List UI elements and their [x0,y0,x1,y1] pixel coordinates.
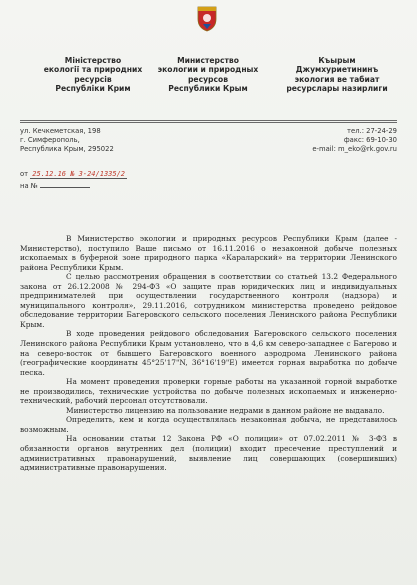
header-russian-line-2: экологии и природных [157,65,259,75]
header-ukrainian-line-3: ресурсів [74,74,112,84]
crimea-coat-of-arms-icon [196,4,218,32]
ref-to-prefix: на № [20,182,38,190]
address-city: г. Симферополь, [20,135,80,144]
ref-to-blank-line [40,180,90,188]
address-region: Республика Крым, 295022 [20,144,114,153]
header-divider-second [20,122,397,123]
header-crimean-tatar-line-2: Джумхуриетининъ [295,65,379,75]
paragraph-7: На основании статьи 12 Закона РФ «О полиции» от 07.02.2011 № 3-ФЗ в обязанности органов внутренних дел (полиции) входит пресечение преступлений и административных правонарушений, выявление лиц совершающих (совершивших) административные правонарушения. [20,434,397,473]
ref-from-prefix: от [20,170,29,178]
header-russian-line-3: ресурсов [188,74,228,84]
header-crimean-tatar-line-1: Къырым [318,56,356,65]
paragraph-6: Определить, кем и когда осуществлялась незаконная добыча, не представилось возможным. [20,415,397,434]
header-crimean-tatar [282,56,392,94]
ref-handwritten-number: 25.12.16 № 3-24/1335/2 [32,170,126,178]
contact-fax: факс: 69-10-30 [343,135,397,144]
header-ukrainian-line-2: екології та природних [43,65,143,75]
incoming-reference [20,180,90,190]
header-crimean-tatar-line-3: экология ве табиат [294,74,380,84]
address-block [20,127,114,153]
contacts-block [312,127,397,153]
paragraph-3: В ходе проведения рейдового обследования Багеровского сельского поселения Ленинского района Республики Крым установлено, что в 4,6 км северо-западнее с Багерово и на северо-восток от бывшего Багеровского военного аэродрома Ленинского района (географические координаты 45°25'17"N, 36°16'19"E) имеется горная выработка по добыче песка. [20,329,397,377]
paragraph-4: На момент проведения проверки горные работы на указанной горной выработке не производились, технические устройства по добыче полезных ископаемых и инженерно-технический, рабочий персонал отсутствовали. [20,377,397,406]
address-street: ул. Кечкеметская, 198 [20,127,101,135]
paragraph-1: В Министерство экологии и природных ресурсов Республики Крым (далее - Министерство), поступило Ваше письмо от 16.11.2016 о незаконной добыче полезных ископаемых в буферной зоне природного парка «Караларский» на территории Ленинского района Республики Крым. [20,234,397,272]
paragraph-5: Министерство лицензию на пользование недрами в данном районе не выдавало. [66,405,385,415]
header-ukrainian-line-4: Республіки Крим [55,84,131,94]
header-crimean-tatar-line-4: ресурслары назирлиги [286,84,388,94]
header-ukrainian [38,56,148,94]
header-russian-line-1: Министерство [177,56,239,65]
paragraph-2: С целью рассмотрения обращения в соответствии со статьей 13.2 Федерального закона от 26.12.2008 № 294-ФЗ «О защите прав юридических лиц и индивидуальных предпринимателей при осуществлении государственного контроля (надзора) и муниципального контроля», 29.11.2016, сотрудником министерства проведено рейдовое обследование территории Багеровского сельского поселения Ленинского района Республики Крым. [20,272,397,329]
outgoing-reference [20,170,127,178]
header-ukrainian-line-1: Міністерство [64,56,122,65]
header-divider [20,120,397,121]
contact-phone: тел.: 27-24-29 [347,127,397,135]
contact-email: e-mail: m_eko@rk.gov.ru [312,144,397,153]
header-russian [152,56,264,94]
letter-body [20,234,397,473]
header-russian-line-4: Республики Крым [168,84,248,94]
